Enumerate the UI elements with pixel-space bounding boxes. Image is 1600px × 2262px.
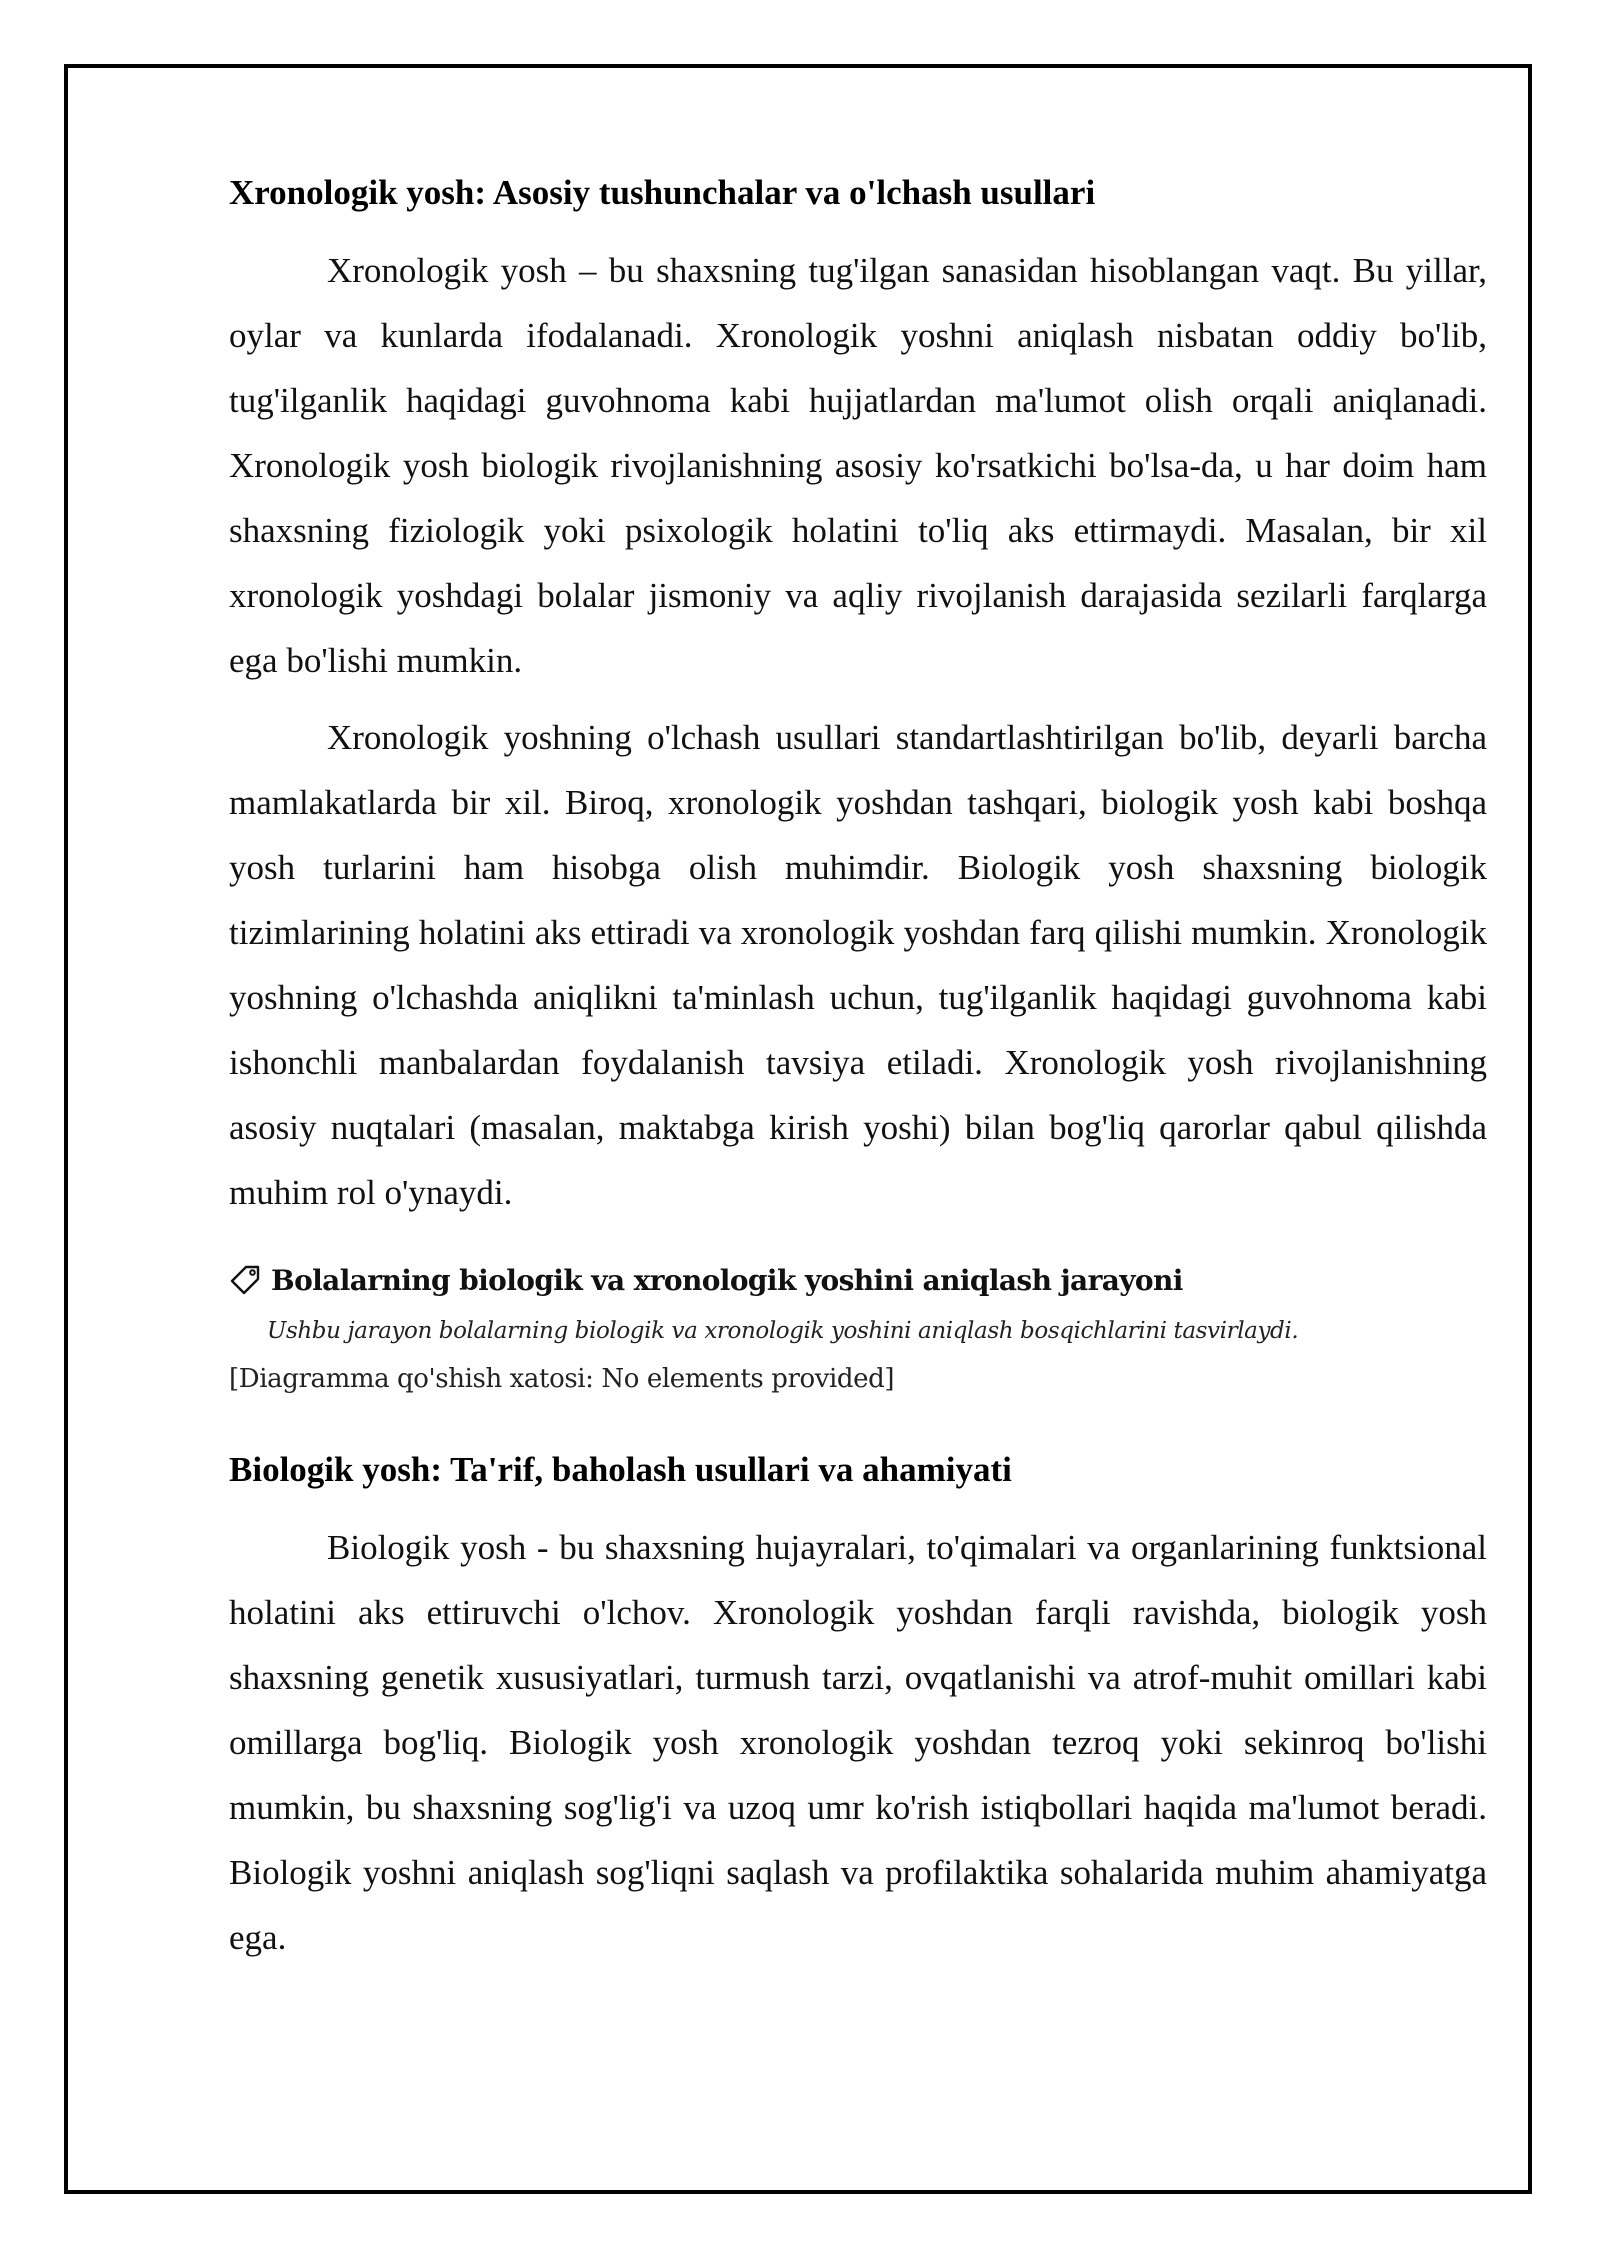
diagram-error-message: [Diagramma qo'shish xatosi: No elements provided] — [229, 1364, 895, 1394]
section-heading-chronological-age: Xronologik yosh: Asosiy tushunchalar va o'lchash usullari — [229, 173, 1096, 212]
diagram-caption: Ushbu jarayon bolalarning biologik va xronologik yoshini aniqlash bosqichlarini tasvirlaydi. — [267, 1318, 1299, 1344]
diagram-placeholder — [229, 1257, 1487, 1397]
diagram-title-row — [229, 1257, 1487, 1303]
section-heading-biological-age: Biologik yosh: Ta'rif, baholash usullari va ahamiyati — [229, 1450, 1012, 1489]
paragraph-chronological-measurement: Xronologik yoshning o'lchash usullari standartlashtirilgan bo'lib, deyarli barcha mamlakatlarda bir xil. Biroq, xronologik yoshdan tashqari, biologik yosh kabi boshqa yosh turlarini ham hisobga olish muhimdir. Biologik yosh shaxsning biologik tizimlarining holatini aks ettiradi va xronologik yoshdan farq qilishi mumkin. Xronologik yoshning o'lchashda aniqlikni ta'minlash uchun, tug'ilganlik haqidagi guvohnoma kabi ishonchli manbalardan foydalanish tavsiya etiladi. Xronologik yosh rivojlanishning asosiy nuqtalari (masalan, maktabga kirish yoshi) bilan bog'liq qarorlar qabul qilishda muhim rol o'ynaydi. — [229, 718, 1487, 1212]
paragraph-chronological-definition: Xronologik yosh – bu shaxsning tug'ilgan sanasidan hisoblangan vaqt. Bu yillar, oylar va kunlarda ifodalanadi. Xronologik yoshni aniqlash nisbatan oddiy bo'lib, tug'ilganlik haqidagi guvohnoma kabi hujjatlardan ma'lumot olish orqali aniqlanadi. Xronologik yosh biologik rivojlanishning asosiy ko'rsatkichi bo'lsa-da, u har doim ham shaxsning fiziologik yoki psixologik holatini to'liq aks ettirmaydi. Masalan, bir xil xronologik yoshdagi bolalar jismoniy va aqliy rivojlanish darajasida sezilarli farqlarga ega bo'lishi mumkin. — [229, 251, 1487, 680]
diagram-title: Bolalarning biologik va xronologik yoshini aniqlash jarayoni — [271, 1263, 1183, 1297]
document-body — [229, 170, 1487, 1982]
tag-icon — [229, 1264, 261, 1296]
paragraph-biological-definition: Biologik yosh - bu shaxsning hujayralari, to'qimalari va organlarining funktsional holatini aks ettiruvchi o'lchov. Xronologik yoshdan farqli ravishda, biologik yosh shaxsning genetik xususiyatlari, turmush tarzi, ovqatlanishi va atrof-muhit omillari kabi omillarga bog'liq. Biologik yosh xronologik yoshdan tezroq yoki sekinroq bo'lishi mumkin, bu shaxsning sog'lig'i va uzoq umr ko'rish istiqbollari haqida ma'lumot beradi. Biologik yoshni aniqlash sog'liqni saqlash va profilaktika sohalarida muhim ahamiyatga ega. — [229, 1528, 1487, 1957]
